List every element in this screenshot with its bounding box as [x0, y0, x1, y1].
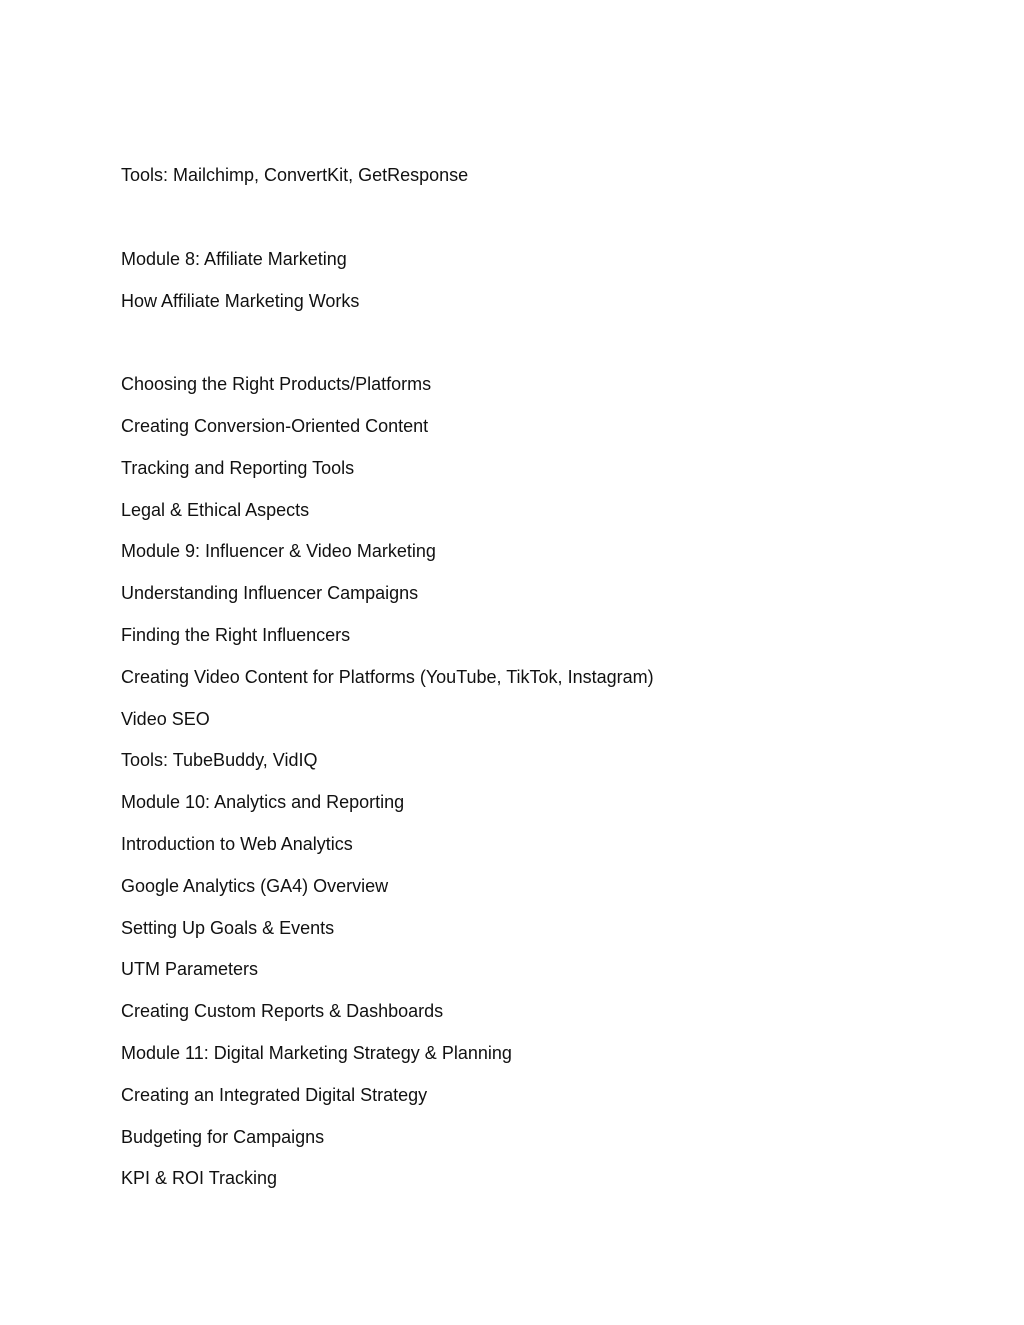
text-line-tools-email: Tools: Mailchimp, ConvertKit, GetResponse — [121, 165, 469, 185]
text-line-integrated-strategy: Creating an Integrated Digital Strategy — [121, 1085, 428, 1105]
text-line-legal-ethical: Legal & Ethical Aspects — [121, 500, 310, 520]
module-11-heading: Module 11: Digital Marketing Strategy & Planning — [121, 1043, 512, 1063]
text-line-how-affiliate-works: How Affiliate Marketing Works — [121, 291, 360, 311]
text-line-ga4-overview: Google Analytics (GA4) Overview — [121, 876, 389, 896]
module-10-heading: Module 10: Analytics and Reporting — [121, 792, 405, 812]
text-line-kpi-roi: KPI & ROI Tracking — [121, 1168, 278, 1188]
text-line-tracking-tools: Tracking and Reporting Tools — [121, 458, 355, 478]
text-line-influencer-campaigns: Understanding Influencer Campaigns — [121, 583, 419, 603]
module-8-heading: Module 8: Affiliate Marketing — [121, 249, 347, 269]
text-line-utm-parameters: UTM Parameters — [121, 959, 259, 979]
text-line-video-seo: Video SEO — [121, 709, 210, 729]
text-line-video-content: Creating Video Content for Platforms (YouTube, TikTok, Instagram) — [121, 667, 654, 687]
text-line-choosing-products: Choosing the Right Products/Platforms — [121, 374, 432, 394]
text-line-intro-web-analytics: Introduction to Web Analytics — [121, 834, 353, 854]
text-line-goals-events: Setting Up Goals & Events — [121, 918, 335, 938]
text-line-conversion-content: Creating Conversion-Oriented Content — [121, 416, 429, 436]
text-line-tools-video: Tools: TubeBuddy, VidIQ — [121, 750, 318, 770]
module-9-heading: Module 9: Influencer & Video Marketing — [121, 541, 436, 561]
text-line-finding-influencers: Finding the Right Influencers — [121, 625, 351, 645]
text-line-custom-reports: Creating Custom Reports & Dashboards — [121, 1001, 444, 1021]
text-line-budgeting: Budgeting for Campaigns — [121, 1127, 325, 1147]
